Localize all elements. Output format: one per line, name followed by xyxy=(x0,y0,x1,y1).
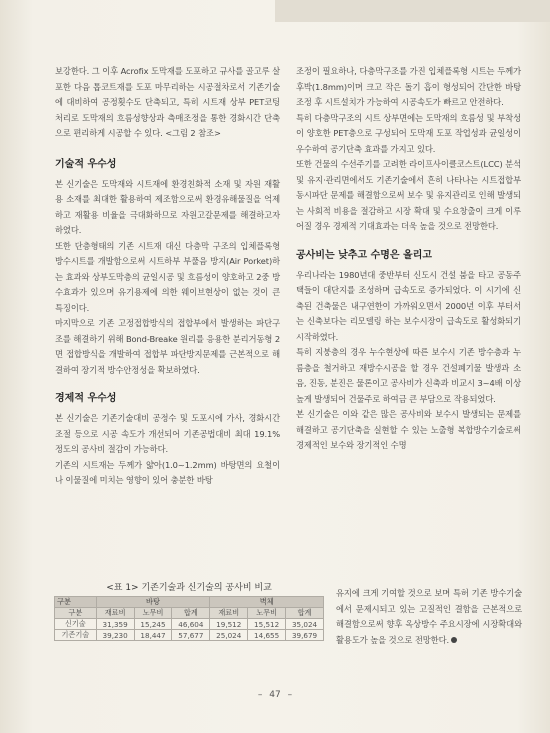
table-header: 구분 xyxy=(55,597,97,608)
end-mark-icon xyxy=(451,637,457,643)
table-cell: 35,024 xyxy=(286,619,324,630)
table-subheader: 구분 xyxy=(55,608,97,619)
right-column xyxy=(296,64,521,454)
paragraph: 특히 지붕층의 경우 누수현상에 따른 보수시 기존 방수층과 누름층을 철거하고 재방수시공을 할 경우 건설폐기물 발생과 소음, 진동, 분진은 물론이고 공사비가 신축과 비교시 3~4배 이상 높게 발생되어 건물주로 하여금 큰 부담으로 작용되었다. xyxy=(296,347,521,404)
right-column-continuation xyxy=(336,586,522,648)
page-number: 47 xyxy=(269,690,281,700)
section-title-economic: 경제적 우수성 xyxy=(55,393,117,404)
table-cell: 19,512 xyxy=(210,619,248,630)
page-footer: – 47 – xyxy=(257,690,293,700)
table-subheader: 노무비 xyxy=(134,608,172,619)
table-caption: <표 1> 기존기술과 신기술의 공사비 비교 xyxy=(106,583,272,593)
table-subheader: 합계 xyxy=(172,608,210,619)
table-subheader: 재료비 xyxy=(210,608,248,619)
table-cell: 31,359 xyxy=(96,619,134,630)
paragraph: 또한 건물의 수선주기를 고려한 라이프사이클코스트(LCC) 분석 및 유지·관리면에서도 기존기술에서 흔히 나타나는 시트접합부 동시파단 문제를 해결함으로써 보수 및 유지관리로 인해 발생되는 사회적 비용을 절감하고 시장 확대 및 수요창출이 크게 이루어질 경우 경제적 기대효과는 더욱 높을 것으로 전망한다. xyxy=(296,159,521,231)
paragraph: 조정이 필요하나, 다층막구조를 가진 입체플록형 시트는 두께가 후박(1.8mm)이며 크고 작은 돌기 흡이 형성되어 간단한 바탕조정 후 시트설치가 가능하여 시공속도가 빠르고 안전하다. xyxy=(296,66,521,107)
table-header: 벽체 xyxy=(210,597,324,608)
table-row xyxy=(55,630,324,641)
section-technical xyxy=(55,158,280,379)
table-cell: 39,230 xyxy=(96,630,134,641)
section-cost xyxy=(296,249,521,454)
header-band xyxy=(275,0,550,22)
table-cell: 15,245 xyxy=(134,619,172,630)
table-cell: 신기술 xyxy=(55,619,97,630)
paragraph: 또한 단층형태의 기존 시트재 대신 다층막 구조의 입체플록형 방수시트를 개발함으로써 시트하부 부풀음 방지(Air Porket)하는 효과와 상부도막층의 균일시공 및 흐름성이 양호하고 2중 방수효과가 있으며 유기용제에 의한 웨이브현상이 없는 것이 큰 특징이다. xyxy=(55,240,280,313)
paragraph: 기존의 시트재는 두께가 얇아(1.0~1.2mm) 바탕면의 요철이나 이물질에 미치는 영향이 있어 충분한 바탕 xyxy=(55,459,280,485)
section-economic xyxy=(55,392,280,489)
table-cell: 18,447 xyxy=(134,630,172,641)
table-subheader: 합계 xyxy=(286,608,324,619)
paragraph: 본 신기술은 도막재와 시트재에 환경친화적 소재 및 자원 재활용 소재를 최대한 활용하여 제조함으로써 환경유해물질을 억제하고 재활용 비율을 극대화하므로 자원고갈문제를 해결하고자 하였다. xyxy=(55,178,280,235)
paragraph: 특히 다층막구조의 시트 상부면에는 도막재의 흐름성 및 부착성이 양호한 PET층으로 구성되어 도막재 도포 작업성과 균일성이 우수하여 공기단축 효과를 가지고 있다. xyxy=(296,112,521,154)
left-column xyxy=(55,64,280,489)
table-header: 바탕 xyxy=(96,597,210,608)
table-row xyxy=(55,619,324,630)
cost-comparison-table xyxy=(54,580,324,641)
paragraph: 본 신기술은 이와 같은 많은 공사비와 보수시 발생되는 문제를 해결하고 공기단축을 실현할 수 있는 노출형 복합방수기술로써 경제적인 보수와 장기적인 수명 xyxy=(296,409,521,450)
closing-text: 유지에 크게 기여할 것으로 보며 특허 기존 방수기술에서 문제시되고 있는 고질적인 결함을 근본적으로 해결함으로써 향후 옥상방수 주요시장에 시장확대와 활용도가 높을 것으로 전망한다. xyxy=(336,588,522,645)
table-cell: 25,024 xyxy=(210,630,248,641)
paragraph xyxy=(336,586,522,648)
table-cell: 39,679 xyxy=(286,630,324,641)
paragraph: 우리나라는 1980년대 중반부터 신도시 건설 붐을 타고 공동주택들이 대단지를 조성하며 급속도로 증가되었다. 이 시기에 신축된 건축물은 내구연한이 가까워오면서 2000년 이후 부터서는 신축보다는 리모델링 하는 보수시장이 급속도로 활성화되기 시작하였다. xyxy=(296,269,521,342)
section-title-cost: 공사비는 낮추고 수명은 올리고 xyxy=(296,249,433,261)
table-subheader: 재료비 xyxy=(96,608,134,619)
table-cell: 14,655 xyxy=(248,630,286,641)
table xyxy=(54,596,324,641)
table-cell: 57,677 xyxy=(172,630,210,641)
paragraph: 마지막으로 기존 고정접합방식의 접합부에서 발생하는 파단구조를 해결하기 위해 Bond-Breake 원리를 응용한 분리거동형 2면 접합방식을 개발하여 접합부 파단방지문제를 근본적으로 해결하여 장기적 방수안정성을 확보하였다. xyxy=(55,318,280,375)
intro-paragraph: 보강한다. 그 이후 Acrofix 도막재를 도포하고 규사를 골고루 살포한 다음 톱코트재를 도포 마무리하는 시공절차로서 기존기술에 대비하여 공정횟수도 단축되고, 특히 시트재 상부 PET코팅처리로 도막재의 흐름성향상과 측매조정을 통한 경화시간 단축으로 편리하게 시공할 수 있다. <그림 2 참조> xyxy=(55,66,280,138)
table-cell: 15,512 xyxy=(248,619,286,630)
paragraph: 본 신기술은 기존기술대비 공정수 및 도포시에 가사, 경화시간 조절 등으로 시공 속도가 개선되어 기존공법대비 최대 19.1% 정도의 공사비 절감이 가능하다. xyxy=(55,413,280,454)
table-cell: 46,604 xyxy=(172,619,210,630)
section-title-technical: 기술적 우수성 xyxy=(55,158,117,170)
table-cell: 기존기술 xyxy=(55,630,97,641)
table-subheader: 노무비 xyxy=(248,608,286,619)
